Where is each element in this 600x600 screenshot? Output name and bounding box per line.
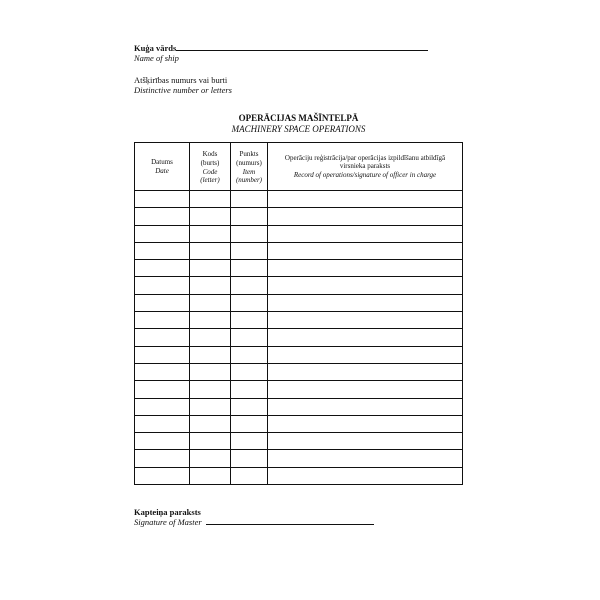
table-row	[135, 191, 463, 208]
master-signature-label: Kapteiņa paraksts	[134, 507, 201, 517]
table-cell[interactable]	[135, 294, 190, 311]
table-row	[135, 381, 463, 398]
table-cell[interactable]	[190, 294, 231, 311]
operations-table	[134, 142, 463, 485]
table-cell[interactable]	[231, 433, 268, 450]
table-cell[interactable]	[135, 242, 190, 259]
table-cell[interactable]	[135, 398, 190, 415]
ship-name-label: Kuģa vārds	[134, 43, 177, 53]
table-cell[interactable]	[231, 294, 268, 311]
table-cell[interactable]	[135, 381, 190, 398]
table-cell[interactable]	[135, 433, 190, 450]
table-row	[135, 277, 463, 294]
table-cell[interactable]	[231, 191, 268, 208]
table-cell[interactable]	[190, 242, 231, 259]
table-cell[interactable]	[231, 398, 268, 415]
table-cell[interactable]	[231, 225, 268, 242]
table-row	[135, 242, 463, 259]
column-header-en: Date	[155, 166, 169, 175]
table-cell[interactable]	[268, 381, 463, 398]
table-cell[interactable]	[190, 381, 231, 398]
table-cell[interactable]	[231, 381, 268, 398]
table-cell[interactable]	[268, 191, 463, 208]
master-signature-block	[134, 507, 374, 527]
table-cell[interactable]	[231, 467, 268, 484]
table-cell[interactable]	[268, 467, 463, 484]
column-header-en: Record of operations/signature of officer in charge	[293, 170, 437, 179]
table-cell[interactable]	[190, 191, 231, 208]
ship-name-label-en: Name of ship	[134, 53, 179, 63]
table-cell[interactable]	[190, 208, 231, 225]
table-cell[interactable]	[190, 433, 231, 450]
table-cell[interactable]	[231, 242, 268, 259]
distinctive-number-label-en: Distinctive number or letters	[134, 85, 232, 95]
table-row	[135, 433, 463, 450]
table-cell[interactable]	[231, 260, 268, 277]
table-cell[interactable]	[135, 450, 190, 467]
master-signature-line[interactable]	[206, 524, 374, 525]
table-row	[135, 415, 463, 432]
column-header-lv: Datums	[151, 157, 173, 166]
table-cell[interactable]	[268, 294, 463, 311]
table-row	[135, 398, 463, 415]
form-title-main: OPERĀCIJAS MAŠĪNTELPĀ	[238, 113, 359, 123]
table-cell[interactable]	[190, 312, 231, 329]
table-cell[interactable]	[268, 312, 463, 329]
table-cell[interactable]	[268, 433, 463, 450]
table-cell[interactable]	[268, 363, 463, 380]
table-row	[135, 260, 463, 277]
table-cell[interactable]	[268, 346, 463, 363]
table-cell[interactable]	[135, 329, 190, 346]
operations-table-body	[135, 191, 463, 485]
table-row	[135, 467, 463, 484]
table-cell[interactable]	[231, 415, 268, 432]
table-cell[interactable]	[231, 363, 268, 380]
table-cell[interactable]	[190, 329, 231, 346]
table-row	[135, 208, 463, 225]
table-row	[135, 312, 463, 329]
column-header-en: Code (letter)	[200, 167, 220, 185]
column-header-item	[231, 143, 268, 191]
table-cell[interactable]	[190, 467, 231, 484]
table-cell[interactable]	[268, 242, 463, 259]
table-cell[interactable]	[268, 260, 463, 277]
column-header-code	[190, 143, 231, 191]
column-header-lv: Operāciju reģistrācija/par operācijas izpildīšanu atbildīgā virsnieka paraksts	[284, 153, 446, 171]
table-cell[interactable]	[135, 208, 190, 225]
table-cell[interactable]	[135, 415, 190, 432]
form-title-sub: MACHINERY SPACE OPERATIONS	[231, 124, 366, 134]
table-cell[interactable]	[231, 450, 268, 467]
table-cell[interactable]	[231, 312, 268, 329]
form-title	[134, 113, 463, 135]
table-cell[interactable]	[268, 415, 463, 432]
table-row	[135, 225, 463, 242]
ship-name-line[interactable]	[176, 50, 428, 51]
table-cell[interactable]	[268, 225, 463, 242]
master-signature-label-en: Signature of Master	[134, 517, 202, 527]
table-cell[interactable]	[190, 225, 231, 242]
table-cell[interactable]	[231, 346, 268, 363]
column-header-lv: Kods (burts)	[200, 150, 220, 167]
table-cell[interactable]	[135, 260, 190, 277]
column-header-date	[135, 143, 190, 191]
table-row	[135, 294, 463, 311]
table-cell[interactable]	[135, 467, 190, 484]
column-header-en: Item (number)	[235, 167, 263, 185]
table-cell[interactable]	[135, 225, 190, 242]
table-cell[interactable]	[190, 363, 231, 380]
table-cell[interactable]	[190, 398, 231, 415]
table-header-row	[135, 143, 463, 191]
table-cell[interactable]	[268, 208, 463, 225]
table-cell[interactable]	[231, 208, 268, 225]
table-cell[interactable]	[268, 450, 463, 467]
table-cell[interactable]	[190, 415, 231, 432]
table-cell[interactable]	[135, 363, 190, 380]
table-row	[135, 450, 463, 467]
table-cell[interactable]	[190, 260, 231, 277]
table-cell[interactable]	[190, 346, 231, 363]
distinctive-number-label: Atšķirības numurs vai burti	[134, 75, 228, 85]
table-cell[interactable]	[190, 450, 231, 467]
table-row	[135, 363, 463, 380]
ship-name-block	[134, 43, 428, 63]
table-cell[interactable]	[268, 329, 463, 346]
table-cell[interactable]	[268, 277, 463, 294]
distinctive-number-block	[134, 75, 232, 95]
table-cell[interactable]	[135, 191, 190, 208]
table-cell[interactable]	[231, 277, 268, 294]
table-cell[interactable]	[190, 277, 231, 294]
table-row	[135, 329, 463, 346]
table-cell[interactable]	[268, 398, 463, 415]
table-cell[interactable]	[135, 346, 190, 363]
column-header-record	[268, 143, 463, 191]
table-cell[interactable]	[135, 312, 190, 329]
column-header-lv: Punkts (numurs)	[236, 150, 262, 167]
table-row	[135, 346, 463, 363]
table-cell[interactable]	[135, 277, 190, 294]
table-cell[interactable]	[231, 329, 268, 346]
